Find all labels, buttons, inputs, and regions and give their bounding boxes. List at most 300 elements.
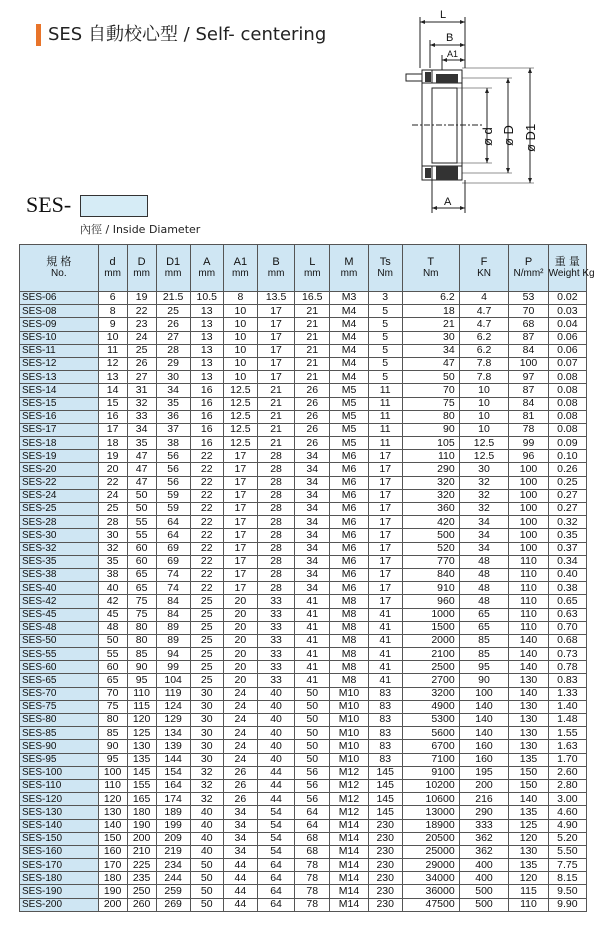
inside-diameter-caption: 內徑 / Inside Diameter — [80, 223, 201, 236]
column-header-unit: mm — [198, 268, 216, 279]
value-cell: 0.26 — [548, 463, 586, 476]
value-cell: M4 — [330, 305, 368, 318]
value-cell: 33 — [257, 674, 294, 687]
value-cell: 18900 — [402, 819, 459, 832]
value-cell: 0.03 — [548, 305, 586, 318]
title-accent-bar — [36, 24, 41, 46]
value-cell: 145 — [368, 793, 402, 806]
value-cell: 0.83 — [548, 674, 586, 687]
value-cell: 140 — [509, 687, 548, 700]
value-cell: 84 — [156, 595, 190, 608]
value-cell: 195 — [459, 766, 509, 779]
value-cell: 22 — [190, 529, 223, 542]
value-cell: 25 — [190, 608, 223, 621]
value-cell: 4.7 — [459, 305, 509, 318]
value-cell: 41 — [295, 608, 330, 621]
value-cell: 47 — [127, 450, 156, 463]
value-cell: 7.8 — [459, 357, 509, 370]
value-cell: 41 — [368, 608, 402, 621]
table-row — [20, 753, 587, 766]
value-cell: 25 — [190, 621, 223, 634]
value-cell: 59 — [156, 503, 190, 516]
value-cell: 13 — [190, 318, 223, 331]
value-cell: 6.2 — [459, 331, 509, 344]
value-cell: M8 — [330, 661, 368, 674]
value-cell: 19 — [98, 450, 127, 463]
value-cell: 99 — [156, 661, 190, 674]
value-cell: 20 — [223, 661, 257, 674]
value-cell: 34 — [295, 516, 330, 529]
value-cell: 64 — [295, 819, 330, 832]
model-cell: SES-09 — [20, 318, 99, 331]
table-row — [20, 661, 587, 674]
value-cell: 259 — [156, 885, 190, 898]
value-cell: 110 — [509, 621, 548, 634]
column-header — [98, 245, 127, 292]
value-cell: 5 — [368, 318, 402, 331]
value-cell: 234 — [156, 859, 190, 872]
value-cell: 90 — [127, 661, 156, 674]
value-cell: 0.06 — [548, 344, 586, 357]
value-cell: 23 — [127, 318, 156, 331]
column-header-unit: mm — [133, 268, 150, 279]
label-D1: ø D1 — [523, 123, 538, 152]
value-cell: 17 — [368, 529, 402, 542]
value-cell: 0.40 — [548, 568, 586, 581]
value-cell: 1.33 — [548, 687, 586, 700]
value-cell: M12 — [330, 806, 368, 819]
value-cell: 41 — [295, 595, 330, 608]
value-cell: 24 — [98, 489, 127, 502]
value-cell: M6 — [330, 476, 368, 489]
table-row — [20, 397, 587, 410]
value-cell: 28 — [257, 450, 294, 463]
value-cell: 500 — [459, 898, 509, 911]
value-cell: 44 — [223, 885, 257, 898]
value-cell: 0.65 — [548, 595, 586, 608]
value-cell: 124 — [156, 700, 190, 713]
value-cell: 10 — [459, 397, 509, 410]
value-cell: 74 — [156, 582, 190, 595]
value-cell: 10 — [223, 318, 257, 331]
model-cell: SES-100 — [20, 766, 99, 779]
value-cell: 12.5 — [459, 437, 509, 450]
table-row — [20, 410, 587, 423]
column-header-symbol: B — [272, 256, 280, 268]
value-cell: 119 — [156, 687, 190, 700]
value-cell: 64 — [156, 529, 190, 542]
column-header — [223, 245, 257, 292]
value-cell: 150 — [98, 832, 127, 845]
value-cell: 230 — [368, 898, 402, 911]
table-row — [20, 700, 587, 713]
page-title: SES 自動校心型 / Self- centering — [48, 24, 327, 45]
value-cell: 56 — [156, 463, 190, 476]
value-cell: 139 — [156, 740, 190, 753]
value-cell: 41 — [295, 661, 330, 674]
value-cell: 83 — [368, 727, 402, 740]
value-cell: 17 — [223, 450, 257, 463]
value-cell: 320 — [402, 476, 459, 489]
value-cell: 89 — [156, 621, 190, 634]
value-cell: 110 — [509, 582, 548, 595]
value-cell: 32 — [190, 779, 223, 792]
column-header-unit: mm — [164, 268, 182, 279]
value-cell: 7.8 — [459, 371, 509, 384]
value-cell: 28 — [257, 529, 294, 542]
value-cell: 56 — [295, 793, 330, 806]
value-cell: 269 — [156, 898, 190, 911]
value-cell: 26 — [223, 766, 257, 779]
value-cell: 130 — [509, 700, 548, 713]
value-cell: 33 — [257, 608, 294, 621]
value-cell: M10 — [330, 753, 368, 766]
value-cell: 21 — [295, 357, 330, 370]
value-cell: 97 — [509, 371, 548, 384]
value-cell: 22 — [190, 503, 223, 516]
value-cell: 170 — [98, 859, 127, 872]
value-cell: 90 — [98, 740, 127, 753]
table-row — [20, 450, 587, 463]
value-cell: 40 — [257, 740, 294, 753]
model-cell: SES-10 — [20, 331, 99, 344]
value-cell: 115 — [127, 700, 156, 713]
value-cell: 18 — [98, 437, 127, 450]
value-cell: 2700 — [402, 674, 459, 687]
value-cell: 47 — [402, 357, 459, 370]
value-cell: 84 — [509, 344, 548, 357]
value-cell: 0.78 — [548, 661, 586, 674]
value-cell: 230 — [368, 819, 402, 832]
table-row — [20, 648, 587, 661]
value-cell: 29000 — [402, 859, 459, 872]
value-cell: 34 — [295, 503, 330, 516]
value-cell: 1.55 — [548, 727, 586, 740]
value-cell: 35 — [98, 555, 127, 568]
value-cell: M10 — [330, 740, 368, 753]
value-cell: 21 — [257, 410, 294, 423]
table-row — [20, 859, 587, 872]
table-row — [20, 595, 587, 608]
value-cell: 78 — [295, 859, 330, 872]
column-header-symbol: 規 格 — [46, 256, 72, 268]
value-cell: 140 — [509, 634, 548, 647]
value-cell: 45 — [98, 608, 127, 621]
value-cell: 48 — [459, 568, 509, 581]
model-cell: SES-13 — [20, 371, 99, 384]
column-header — [190, 245, 223, 292]
value-cell: 25000 — [402, 845, 459, 858]
value-cell: 0.08 — [548, 397, 586, 410]
value-cell: 230 — [368, 832, 402, 845]
model-cell: SES-75 — [20, 700, 99, 713]
value-cell: 5 — [368, 344, 402, 357]
model-cell: SES-190 — [20, 885, 99, 898]
value-cell: 11 — [368, 384, 402, 397]
value-cell: 0.07 — [548, 357, 586, 370]
value-cell: 250 — [127, 885, 156, 898]
value-cell: 8 — [223, 292, 257, 305]
value-cell: 104 — [156, 674, 190, 687]
value-cell: 85 — [98, 727, 127, 740]
value-cell: 50 — [295, 740, 330, 753]
column-header — [459, 245, 509, 292]
value-cell: 24 — [127, 331, 156, 344]
value-cell: 165 — [127, 793, 156, 806]
value-cell: 11 — [368, 437, 402, 450]
label-A1: A1 — [447, 49, 459, 59]
value-cell: 21 — [257, 397, 294, 410]
value-cell: 32 — [190, 766, 223, 779]
value-cell: 40 — [257, 700, 294, 713]
value-cell: 34 — [156, 384, 190, 397]
value-cell: 24 — [223, 687, 257, 700]
value-cell: 17 — [368, 555, 402, 568]
value-cell: 17 — [223, 555, 257, 568]
value-cell: 40 — [190, 845, 223, 858]
model-cell: SES-32 — [20, 542, 99, 555]
value-cell: 28 — [257, 463, 294, 476]
value-cell: M4 — [330, 357, 368, 370]
value-cell: 40 — [190, 832, 223, 845]
value-cell: 22 — [190, 568, 223, 581]
value-cell: 50 — [127, 489, 156, 502]
value-cell: 25 — [190, 661, 223, 674]
table-row — [20, 463, 587, 476]
value-cell: M5 — [330, 397, 368, 410]
value-cell: 0.25 — [548, 476, 586, 489]
value-cell: 41 — [368, 634, 402, 647]
value-cell: 17 — [223, 542, 257, 555]
value-cell: 17 — [368, 450, 402, 463]
value-cell: 0.35 — [548, 529, 586, 542]
value-cell: 50 — [127, 503, 156, 516]
value-cell: 5 — [368, 305, 402, 318]
technical-drawing — [392, 8, 592, 223]
value-cell: 32 — [459, 503, 509, 516]
value-cell: 144 — [156, 753, 190, 766]
value-cell: M6 — [330, 450, 368, 463]
value-cell: 13.5 — [257, 292, 294, 305]
value-cell: 500 — [459, 885, 509, 898]
value-cell: 50 — [295, 700, 330, 713]
value-cell: 1.63 — [548, 740, 586, 753]
value-cell: 78 — [509, 423, 548, 436]
value-cell: 50 — [190, 885, 223, 898]
value-cell: 22 — [190, 582, 223, 595]
value-cell: 24 — [223, 700, 257, 713]
value-cell: 34 — [295, 450, 330, 463]
column-header-symbol: Ts — [379, 256, 391, 268]
column-header-symbol: 重 量 — [554, 256, 580, 268]
value-cell: M4 — [330, 371, 368, 384]
value-cell: 140 — [459, 727, 509, 740]
value-cell: 1.48 — [548, 714, 586, 727]
value-cell: M5 — [330, 437, 368, 450]
value-cell: 80 — [402, 410, 459, 423]
value-cell: 34 — [127, 423, 156, 436]
value-cell: 130 — [509, 727, 548, 740]
value-cell: 16 — [98, 410, 127, 423]
value-cell: 17 — [368, 516, 402, 529]
value-cell: 24 — [223, 714, 257, 727]
value-cell: 230 — [368, 859, 402, 872]
table-row — [20, 806, 587, 819]
value-cell: 219 — [156, 845, 190, 858]
value-cell: 34 — [223, 832, 257, 845]
value-cell: 16 — [190, 423, 223, 436]
value-cell: 60 — [98, 661, 127, 674]
value-cell: 6 — [98, 292, 127, 305]
value-cell: 54 — [257, 832, 294, 845]
value-cell: 26 — [295, 384, 330, 397]
value-cell: 150 — [509, 779, 548, 792]
value-cell: 174 — [156, 793, 190, 806]
value-cell: M6 — [330, 516, 368, 529]
value-cell: 30 — [190, 753, 223, 766]
value-cell: 0.70 — [548, 621, 586, 634]
model-cell: SES-24 — [20, 489, 99, 502]
value-cell: 2500 — [402, 661, 459, 674]
value-cell: 55 — [127, 516, 156, 529]
model-cell: SES-200 — [20, 898, 99, 911]
value-cell: 34 — [459, 516, 509, 529]
column-header — [127, 245, 156, 292]
value-cell: 100 — [459, 687, 509, 700]
table-row — [20, 568, 587, 581]
value-cell: 44 — [223, 898, 257, 911]
value-cell: 110 — [509, 608, 548, 621]
value-cell: 59 — [156, 489, 190, 502]
value-cell: 20 — [223, 621, 257, 634]
value-cell: 0.02 — [548, 292, 586, 305]
model-cell: SES-08 — [20, 305, 99, 318]
value-cell: 30 — [402, 331, 459, 344]
value-cell: 16 — [190, 437, 223, 450]
value-cell: 32 — [190, 793, 223, 806]
value-cell: 25 — [190, 634, 223, 647]
value-cell: 17 — [368, 595, 402, 608]
value-cell: 135 — [509, 806, 548, 819]
value-cell: 12 — [98, 357, 127, 370]
value-cell: M6 — [330, 503, 368, 516]
value-cell: 3 — [368, 292, 402, 305]
column-header-symbol: D1 — [166, 256, 181, 268]
value-cell: 83 — [368, 687, 402, 700]
value-cell: 16 — [190, 397, 223, 410]
value-cell: 8.15 — [548, 872, 586, 885]
label-L: L — [440, 9, 447, 21]
model-cell: SES-80 — [20, 714, 99, 727]
value-cell: 230 — [368, 845, 402, 858]
column-header — [295, 245, 330, 292]
value-cell: 17 — [368, 568, 402, 581]
column-header-unit: mm — [340, 268, 358, 279]
value-cell: 50 — [190, 859, 223, 872]
model-cell: SES-60 — [20, 661, 99, 674]
value-cell: 64 — [257, 898, 294, 911]
column-header-symbol: F — [480, 256, 488, 268]
value-cell: 16.5 — [295, 292, 330, 305]
value-cell: 362 — [459, 832, 509, 845]
value-cell: 2.60 — [548, 766, 586, 779]
value-cell: M10 — [330, 714, 368, 727]
value-cell: 13000 — [402, 806, 459, 819]
model-cell: SES-18 — [20, 437, 99, 450]
value-cell: 21 — [295, 371, 330, 384]
value-cell: 21 — [295, 318, 330, 331]
value-cell: 40 — [257, 687, 294, 700]
value-cell: 26 — [295, 397, 330, 410]
value-cell: 64 — [257, 885, 294, 898]
value-cell: 7100 — [402, 753, 459, 766]
value-cell: 32 — [127, 397, 156, 410]
column-header — [509, 245, 548, 292]
value-cell: 56 — [295, 779, 330, 792]
value-cell: 80 — [127, 634, 156, 647]
value-cell: 24 — [223, 753, 257, 766]
table-row — [20, 357, 587, 370]
value-cell: 64 — [257, 859, 294, 872]
value-cell: 13 — [190, 344, 223, 357]
value-cell: 4 — [459, 292, 509, 305]
value-cell: 53 — [509, 292, 548, 305]
value-cell: 25 — [190, 674, 223, 687]
value-cell: 135 — [509, 859, 548, 872]
value-cell: 2.80 — [548, 779, 586, 792]
value-cell: 145 — [368, 779, 402, 792]
value-cell: 21 — [257, 437, 294, 450]
value-cell: 28 — [98, 516, 127, 529]
value-cell: 9100 — [402, 766, 459, 779]
value-cell: 90 — [459, 674, 509, 687]
value-cell: 20 — [223, 674, 257, 687]
table-row — [20, 542, 587, 555]
value-cell: 0.06 — [548, 331, 586, 344]
value-cell: 180 — [127, 806, 156, 819]
label-D: ø D — [501, 125, 516, 146]
table-row — [20, 832, 587, 845]
value-cell: 41 — [295, 634, 330, 647]
value-cell: 0.32 — [548, 516, 586, 529]
value-cell: 64 — [156, 516, 190, 529]
value-cell: M6 — [330, 463, 368, 476]
value-cell: 68 — [295, 845, 330, 858]
value-cell: 89 — [156, 634, 190, 647]
value-cell: 40 — [257, 753, 294, 766]
value-cell: 110 — [98, 779, 127, 792]
column-header-unit: Nm — [422, 268, 439, 279]
value-cell: 20 — [98, 463, 127, 476]
value-cell: 22 — [98, 476, 127, 489]
value-cell: 230 — [368, 885, 402, 898]
value-cell: 25 — [127, 344, 156, 357]
value-cell: M12 — [330, 793, 368, 806]
value-cell: 48 — [459, 582, 509, 595]
value-cell: M5 — [330, 410, 368, 423]
value-cell: 160 — [98, 845, 127, 858]
value-cell: M12 — [330, 766, 368, 779]
value-cell: 65 — [127, 582, 156, 595]
value-cell: 120 — [509, 832, 548, 845]
value-cell: 17 — [257, 344, 294, 357]
value-cell: 34 — [223, 806, 257, 819]
value-cell: 26 — [223, 779, 257, 792]
value-cell: M8 — [330, 621, 368, 634]
value-cell: 5 — [368, 357, 402, 370]
value-cell: 0.73 — [548, 648, 586, 661]
value-cell: 38 — [156, 437, 190, 450]
